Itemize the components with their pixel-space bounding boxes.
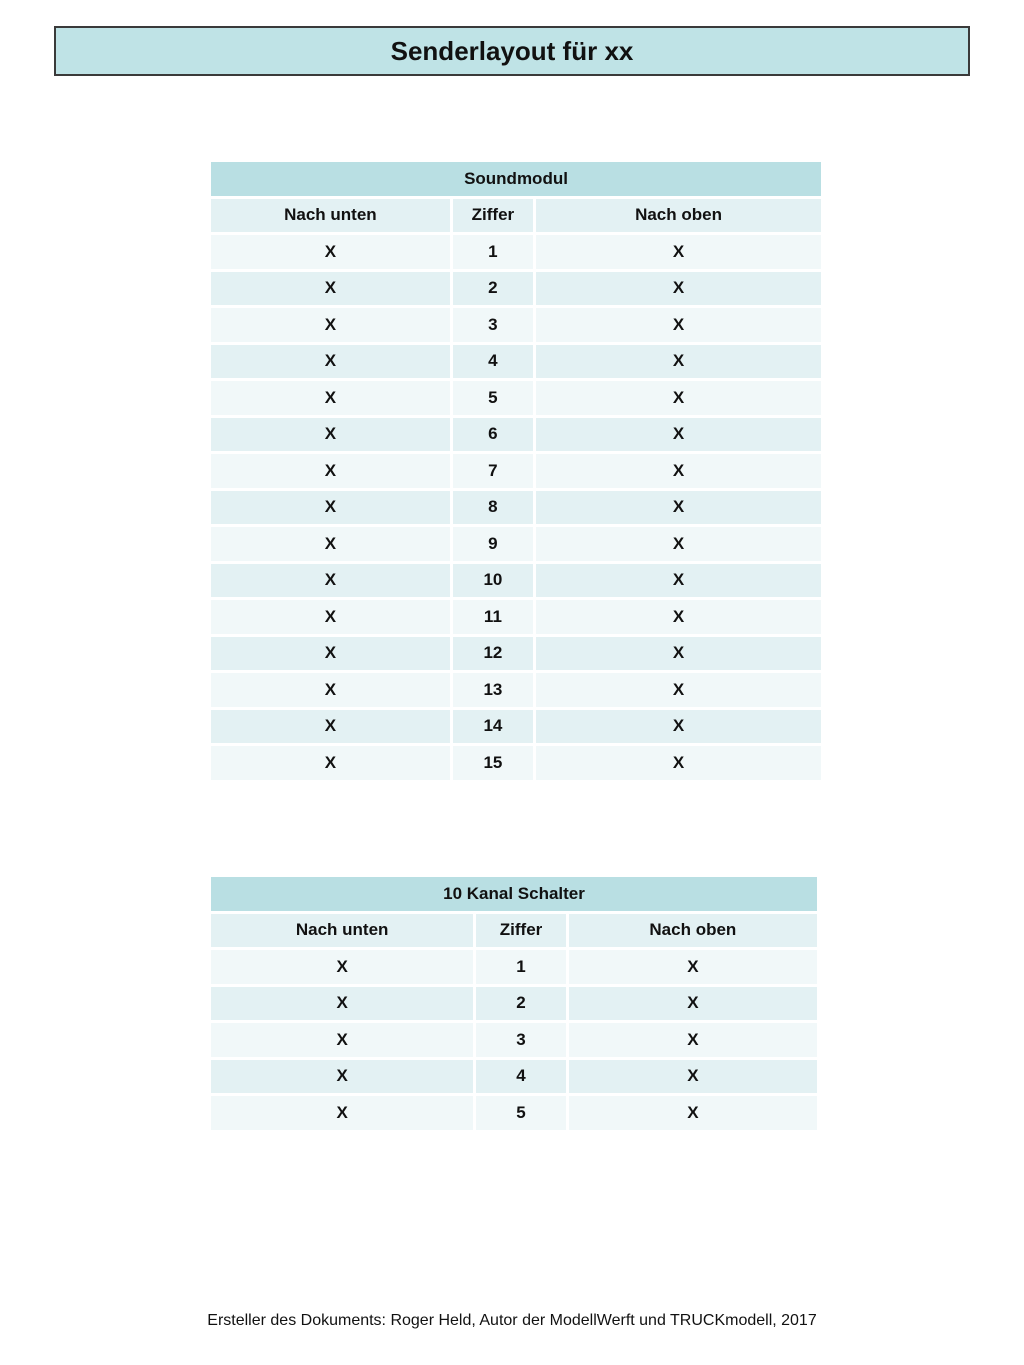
page-title: Senderlayout für xx [54, 26, 970, 76]
table-row [211, 345, 821, 379]
cell-down: X [211, 235, 450, 269]
cell-up: X [536, 746, 821, 780]
table-row [211, 637, 821, 671]
cell-down: X [211, 746, 450, 780]
cell-digit: 11 [453, 600, 533, 634]
footer-credit: Ersteller des Dokuments: Roger Held, Autor der ModellWerft und TRUCKmodell, 2017 [207, 1312, 817, 1329]
cell-down: X [211, 564, 450, 598]
table-row [211, 527, 821, 561]
cell-up: X [536, 600, 821, 634]
table-row [211, 600, 821, 634]
cell-digit: 2 [453, 272, 533, 306]
cell-up: X [536, 673, 821, 707]
table-heading: Soundmodul [211, 162, 821, 196]
cell-digit: 9 [453, 527, 533, 561]
cell-down: X [211, 345, 450, 379]
cell-down: X [211, 1023, 473, 1057]
table-row [211, 1023, 817, 1057]
cell-up: X [536, 454, 821, 488]
column-header-up: Nach oben [536, 199, 821, 233]
cell-up: X [536, 235, 821, 269]
cell-up: X [569, 950, 817, 984]
table-row [211, 950, 817, 984]
cell-up: X [569, 1060, 817, 1094]
table-row [211, 673, 821, 707]
table-row [211, 272, 821, 306]
cell-down: X [211, 987, 473, 1021]
cell-digit: 3 [476, 1023, 565, 1057]
column-header-up: Nach oben [569, 914, 817, 948]
cell-down: X [211, 1096, 473, 1130]
table-row [211, 1096, 817, 1130]
cell-digit: 1 [476, 950, 565, 984]
cell-up: X [536, 345, 821, 379]
table-heading-row [211, 877, 817, 911]
column-header-down: Nach unten [211, 199, 450, 233]
cell-down: X [211, 673, 450, 707]
cell-down: X [211, 527, 450, 561]
cell-digit: 5 [453, 381, 533, 415]
column-header-row [211, 199, 821, 233]
cell-down: X [211, 381, 450, 415]
cell-up: X [536, 272, 821, 306]
cell-digit: 1 [453, 235, 533, 269]
cell-digit: 14 [453, 710, 533, 744]
table-row [211, 308, 821, 342]
table-row [211, 418, 821, 452]
cell-down: X [211, 637, 450, 671]
cell-digit: 15 [453, 746, 533, 780]
table-row [211, 710, 821, 744]
cell-digit: 12 [453, 637, 533, 671]
cell-digit: 5 [476, 1096, 565, 1130]
cell-down: X [211, 454, 450, 488]
cell-up: X [569, 1023, 817, 1057]
cell-up: X [536, 491, 821, 525]
table-row [211, 1060, 817, 1094]
cell-digit: 8 [453, 491, 533, 525]
cell-up: X [536, 308, 821, 342]
column-header-down: Nach unten [211, 914, 473, 948]
cell-up: X [569, 987, 817, 1021]
table-heading: 10 Kanal Schalter [211, 877, 817, 911]
cell-digit: 3 [453, 308, 533, 342]
cell-digit: 4 [453, 345, 533, 379]
cell-up: X [536, 418, 821, 452]
table-row [211, 235, 821, 269]
cell-down: X [211, 600, 450, 634]
cell-down: X [211, 710, 450, 744]
cell-digit: 7 [453, 454, 533, 488]
soundmodul-table [208, 159, 824, 783]
cell-up: X [536, 564, 821, 598]
table-heading-row [211, 162, 821, 196]
column-header-digit: Ziffer [476, 914, 565, 948]
table-row [211, 746, 821, 780]
cell-up: X [536, 527, 821, 561]
table-row [211, 564, 821, 598]
cell-down: X [211, 272, 450, 306]
cell-down: X [211, 491, 450, 525]
cell-down: X [211, 1060, 473, 1094]
cell-up: X [569, 1096, 817, 1130]
cell-up: X [536, 710, 821, 744]
cell-up: X [536, 381, 821, 415]
cell-up: X [536, 637, 821, 671]
cell-digit: 10 [453, 564, 533, 598]
column-header-row [211, 914, 817, 948]
cell-digit: 13 [453, 673, 533, 707]
cell-down: X [211, 418, 450, 452]
table-row [211, 491, 821, 525]
cell-digit: 4 [476, 1060, 565, 1094]
column-header-digit: Ziffer [453, 199, 533, 233]
kanal-body [211, 877, 817, 1130]
cell-down: X [211, 308, 450, 342]
table-row [211, 987, 817, 1021]
cell-digit: 2 [476, 987, 565, 1021]
soundmodul-body [211, 162, 821, 780]
table-row [211, 381, 821, 415]
table-row [211, 454, 821, 488]
kanal-schalter-table [208, 874, 820, 1133]
cell-digit: 6 [453, 418, 533, 452]
cell-down: X [211, 950, 473, 984]
